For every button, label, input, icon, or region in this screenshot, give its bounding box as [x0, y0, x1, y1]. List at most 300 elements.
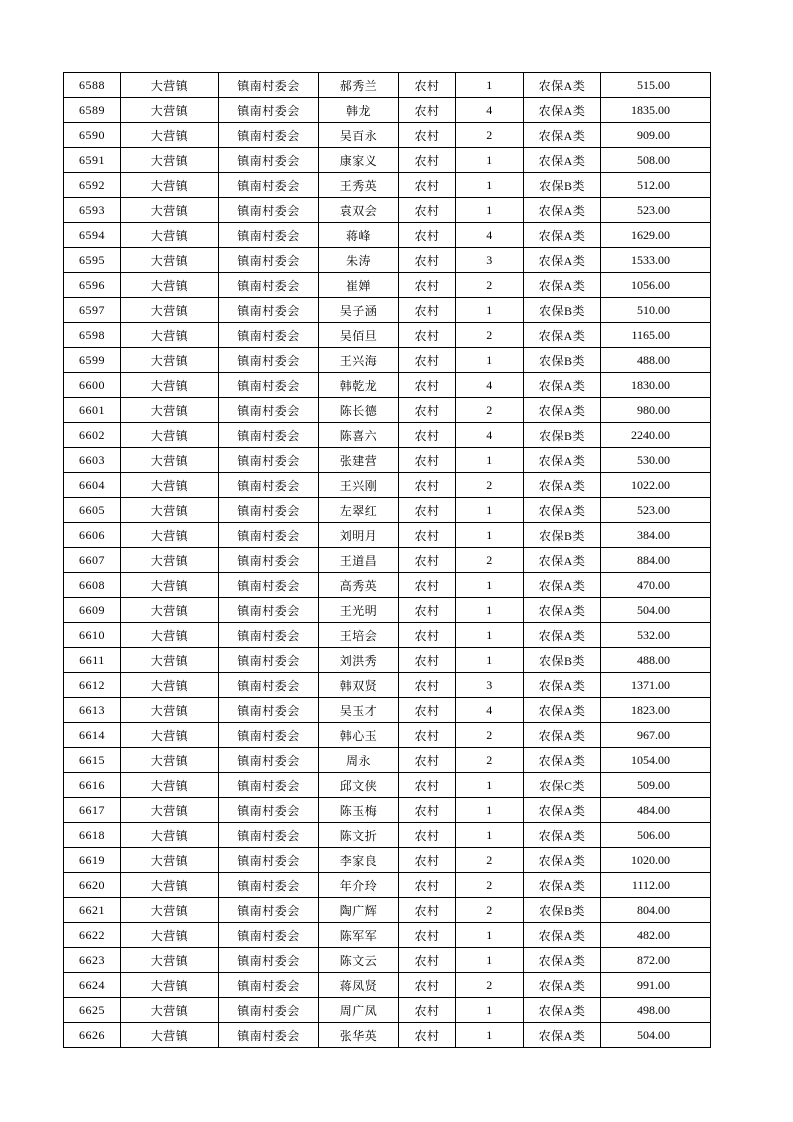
cell-name: 陈喜六: [319, 423, 399, 448]
table-row: [64, 798, 711, 823]
cell-name: 王秀英: [319, 173, 399, 198]
cell-town: 大营镇: [121, 298, 219, 323]
cell-name: 刘洪秀: [319, 648, 399, 673]
cell-amount: 523.00: [601, 198, 711, 223]
cell-category: 农保A类: [524, 673, 601, 698]
cell-amount: 967.00: [601, 723, 711, 748]
cell-id: 6605: [64, 498, 121, 523]
table-row: [64, 473, 711, 498]
cell-id: 6611: [64, 648, 121, 673]
cell-name: 王兴刚: [319, 473, 399, 498]
cell-residence: 农村: [399, 898, 456, 923]
cell-village: 镇南村委会: [219, 73, 319, 98]
cell-count: 1: [456, 573, 524, 598]
cell-amount: 532.00: [601, 623, 711, 648]
cell-name: 陈文云: [319, 948, 399, 973]
cell-id: 6593: [64, 198, 121, 223]
cell-village: 镇南村委会: [219, 723, 319, 748]
cell-category: 农保A类: [524, 598, 601, 623]
table-row: [64, 123, 711, 148]
cell-id: 6619: [64, 848, 121, 873]
cell-category: 农保A类: [524, 98, 601, 123]
cell-town: 大营镇: [121, 973, 219, 998]
table-row: [64, 248, 711, 273]
cell-town: 大营镇: [121, 123, 219, 148]
cell-id: 6621: [64, 898, 121, 923]
cell-count: 3: [456, 248, 524, 273]
cell-town: 大营镇: [121, 73, 219, 98]
cell-amount: 1823.00: [601, 698, 711, 723]
cell-village: 镇南村委会: [219, 823, 319, 848]
cell-amount: 1629.00: [601, 223, 711, 248]
cell-residence: 农村: [399, 98, 456, 123]
cell-category: 农保A类: [524, 373, 601, 398]
cell-amount: 508.00: [601, 148, 711, 173]
cell-amount: 1165.00: [601, 323, 711, 348]
cell-village: 镇南村委会: [219, 123, 319, 148]
cell-residence: 农村: [399, 998, 456, 1023]
cell-residence: 农村: [399, 1023, 456, 1048]
cell-village: 镇南村委会: [219, 698, 319, 723]
cell-town: 大营镇: [121, 898, 219, 923]
cell-village: 镇南村委会: [219, 673, 319, 698]
table-row: [64, 423, 711, 448]
cell-town: 大营镇: [121, 173, 219, 198]
cell-count: 1: [456, 648, 524, 673]
cell-residence: 农村: [399, 748, 456, 773]
cell-id: 6626: [64, 1023, 121, 1048]
cell-name: 陈文折: [319, 823, 399, 848]
cell-village: 镇南村委会: [219, 223, 319, 248]
cell-village: 镇南村委会: [219, 273, 319, 298]
cell-count: 1: [456, 198, 524, 223]
cell-town: 大营镇: [121, 323, 219, 348]
cell-name: 韩双贤: [319, 673, 399, 698]
cell-village: 镇南村委会: [219, 398, 319, 423]
cell-name: 郝秀兰: [319, 73, 399, 98]
cell-name: 吴子涵: [319, 298, 399, 323]
cell-id: 6613: [64, 698, 121, 723]
cell-village: 镇南村委会: [219, 548, 319, 573]
cell-town: 大营镇: [121, 998, 219, 1023]
cell-count: 2: [456, 748, 524, 773]
cell-count: 2: [456, 123, 524, 148]
cell-count: 1: [456, 523, 524, 548]
cell-category: 农保A类: [524, 498, 601, 523]
cell-category: 农保A类: [524, 748, 601, 773]
cell-name: 吴百永: [319, 123, 399, 148]
table-row: [64, 298, 711, 323]
cell-town: 大营镇: [121, 673, 219, 698]
cell-town: 大营镇: [121, 223, 219, 248]
cell-town: 大营镇: [121, 573, 219, 598]
cell-category: 农保C类: [524, 773, 601, 798]
cell-residence: 农村: [399, 648, 456, 673]
cell-residence: 农村: [399, 598, 456, 623]
cell-amount: 515.00: [601, 73, 711, 98]
cell-category: 农保B类: [524, 648, 601, 673]
cell-name: 高秀英: [319, 573, 399, 598]
cell-residence: 农村: [399, 923, 456, 948]
cell-residence: 农村: [399, 373, 456, 398]
cell-town: 大营镇: [121, 1023, 219, 1048]
table-row: [64, 973, 711, 998]
table-row: [64, 148, 711, 173]
table-row: [64, 823, 711, 848]
cell-amount: 1112.00: [601, 873, 711, 898]
cell-category: 农保A类: [524, 473, 601, 498]
cell-name: 左翠红: [319, 498, 399, 523]
cell-amount: 512.00: [601, 173, 711, 198]
cell-name: 朱涛: [319, 248, 399, 273]
cell-count: 1: [456, 998, 524, 1023]
cell-name: 张华英: [319, 1023, 399, 1048]
cell-amount: 523.00: [601, 498, 711, 523]
cell-count: 1: [456, 798, 524, 823]
cell-category: 农保A类: [524, 248, 601, 273]
cell-category: 农保A类: [524, 123, 601, 148]
cell-amount: 484.00: [601, 798, 711, 823]
cell-town: 大营镇: [121, 423, 219, 448]
cell-residence: 农村: [399, 198, 456, 223]
cell-village: 镇南村委会: [219, 648, 319, 673]
cell-name: 袁双会: [319, 198, 399, 223]
cell-village: 镇南村委会: [219, 923, 319, 948]
cell-category: 农保A类: [524, 798, 601, 823]
table-row: [64, 573, 711, 598]
table-row: [64, 223, 711, 248]
cell-id: 6610: [64, 623, 121, 648]
cell-id: 6622: [64, 923, 121, 948]
cell-village: 镇南村委会: [219, 798, 319, 823]
cell-amount: 884.00: [601, 548, 711, 573]
table-row: [64, 398, 711, 423]
cell-count: 4: [456, 373, 524, 398]
table-row: [64, 648, 711, 673]
cell-village: 镇南村委会: [219, 448, 319, 473]
cell-category: 农保A类: [524, 73, 601, 98]
cell-town: 大营镇: [121, 248, 219, 273]
table-row: [64, 623, 711, 648]
table-row: [64, 773, 711, 798]
cell-amount: 804.00: [601, 898, 711, 923]
cell-town: 大营镇: [121, 448, 219, 473]
cell-name: 王光明: [319, 598, 399, 623]
cell-category: 农保A类: [524, 223, 601, 248]
table-row: [64, 948, 711, 973]
cell-village: 镇南村委会: [219, 973, 319, 998]
table-row: [64, 873, 711, 898]
cell-town: 大营镇: [121, 498, 219, 523]
cell-amount: 980.00: [601, 398, 711, 423]
cell-count: 1: [456, 498, 524, 523]
cell-village: 镇南村委会: [219, 898, 319, 923]
cell-count: 1: [456, 298, 524, 323]
cell-category: 农保A类: [524, 548, 601, 573]
cell-count: 4: [456, 423, 524, 448]
cell-id: 6597: [64, 298, 121, 323]
cell-id: 6609: [64, 598, 121, 623]
cell-category: 农保A类: [524, 848, 601, 873]
cell-village: 镇南村委会: [219, 248, 319, 273]
table-row: [64, 448, 711, 473]
table-row: [64, 273, 711, 298]
cell-count: 2: [456, 548, 524, 573]
cell-name: 邱文侠: [319, 773, 399, 798]
cell-residence: 农村: [399, 623, 456, 648]
cell-residence: 农村: [399, 323, 456, 348]
cell-residence: 农村: [399, 873, 456, 898]
cell-village: 镇南村委会: [219, 848, 319, 873]
cell-id: 6594: [64, 223, 121, 248]
cell-count: 2: [456, 873, 524, 898]
cell-town: 大营镇: [121, 848, 219, 873]
cell-count: 1: [456, 598, 524, 623]
cell-name: 陈玉梅: [319, 798, 399, 823]
cell-town: 大营镇: [121, 698, 219, 723]
cell-amount: 384.00: [601, 523, 711, 548]
table-row: [64, 98, 711, 123]
cell-category: 农保A类: [524, 273, 601, 298]
cell-village: 镇南村委会: [219, 198, 319, 223]
cell-category: 农保A类: [524, 698, 601, 723]
cell-residence: 农村: [399, 498, 456, 523]
cell-id: 6606: [64, 523, 121, 548]
cell-id: 6617: [64, 798, 121, 823]
table-row: [64, 198, 711, 223]
cell-residence: 农村: [399, 273, 456, 298]
cell-village: 镇南村委会: [219, 348, 319, 373]
cell-id: 6601: [64, 398, 121, 423]
records-table: [63, 72, 711, 1048]
cell-residence: 农村: [399, 973, 456, 998]
cell-town: 大营镇: [121, 723, 219, 748]
cell-village: 镇南村委会: [219, 573, 319, 598]
cell-town: 大营镇: [121, 873, 219, 898]
cell-name: 刘明月: [319, 523, 399, 548]
cell-category: 农保A类: [524, 723, 601, 748]
cell-id: 6625: [64, 998, 121, 1023]
cell-village: 镇南村委会: [219, 998, 319, 1023]
cell-village: 镇南村委会: [219, 298, 319, 323]
cell-name: 崔婵: [319, 273, 399, 298]
cell-name: 蒋峰: [319, 223, 399, 248]
cell-category: 农保A类: [524, 148, 601, 173]
cell-village: 镇南村委会: [219, 323, 319, 348]
cell-category: 农保B类: [524, 348, 601, 373]
cell-residence: 农村: [399, 523, 456, 548]
cell-id: 6607: [64, 548, 121, 573]
cell-village: 镇南村委会: [219, 423, 319, 448]
cell-residence: 农村: [399, 848, 456, 873]
cell-name: 韩心玉: [319, 723, 399, 748]
cell-village: 镇南村委会: [219, 748, 319, 773]
cell-village: 镇南村委会: [219, 623, 319, 648]
cell-category: 农保A类: [524, 448, 601, 473]
cell-amount: 482.00: [601, 923, 711, 948]
cell-count: 2: [456, 398, 524, 423]
cell-residence: 农村: [399, 773, 456, 798]
cell-name: 吴玉才: [319, 698, 399, 723]
table-row: [64, 323, 711, 348]
cell-name: 康家义: [319, 148, 399, 173]
cell-town: 大营镇: [121, 923, 219, 948]
cell-town: 大营镇: [121, 398, 219, 423]
cell-town: 大营镇: [121, 148, 219, 173]
cell-village: 镇南村委会: [219, 873, 319, 898]
table-row: [64, 723, 711, 748]
cell-id: 6590: [64, 123, 121, 148]
cell-count: 1: [456, 1023, 524, 1048]
cell-id: 6600: [64, 373, 121, 398]
cell-town: 大营镇: [121, 773, 219, 798]
cell-village: 镇南村委会: [219, 1023, 319, 1048]
table-row: [64, 673, 711, 698]
cell-amount: 1020.00: [601, 848, 711, 873]
cell-name: 李家良: [319, 848, 399, 873]
cell-id: 6592: [64, 173, 121, 198]
cell-count: 1: [456, 348, 524, 373]
cell-name: 王培会: [319, 623, 399, 648]
cell-residence: 农村: [399, 798, 456, 823]
table-row: [64, 598, 711, 623]
cell-residence: 农村: [399, 948, 456, 973]
cell-name: 王兴海: [319, 348, 399, 373]
cell-residence: 农村: [399, 548, 456, 573]
cell-name: 王道昌: [319, 548, 399, 573]
cell-amount: 872.00: [601, 948, 711, 973]
cell-village: 镇南村委会: [219, 773, 319, 798]
cell-id: 6603: [64, 448, 121, 473]
cell-id: 6599: [64, 348, 121, 373]
cell-category: 农保A类: [524, 323, 601, 348]
cell-count: 1: [456, 73, 524, 98]
cell-village: 镇南村委会: [219, 598, 319, 623]
table-row: [64, 373, 711, 398]
cell-residence: 农村: [399, 298, 456, 323]
cell-count: 2: [456, 273, 524, 298]
cell-amount: 991.00: [601, 973, 711, 998]
cell-id: 6614: [64, 723, 121, 748]
cell-category: 农保A类: [524, 198, 601, 223]
table-row: [64, 748, 711, 773]
cell-category: 农保A类: [524, 1023, 601, 1048]
cell-town: 大营镇: [121, 823, 219, 848]
table-row: [64, 523, 711, 548]
cell-count: 2: [456, 848, 524, 873]
cell-count: 2: [456, 323, 524, 348]
cell-town: 大营镇: [121, 98, 219, 123]
cell-id: 6608: [64, 573, 121, 598]
cell-town: 大营镇: [121, 598, 219, 623]
cell-residence: 农村: [399, 73, 456, 98]
cell-id: 6598: [64, 323, 121, 348]
cell-id: 6589: [64, 98, 121, 123]
cell-id: 6591: [64, 148, 121, 173]
cell-category: 农保A类: [524, 573, 601, 598]
records-table-body: [64, 73, 711, 1048]
cell-id: 6588: [64, 73, 121, 98]
cell-name: 吴佰旦: [319, 323, 399, 348]
cell-village: 镇南村委会: [219, 523, 319, 548]
cell-id: 6602: [64, 423, 121, 448]
cell-town: 大营镇: [121, 648, 219, 673]
cell-residence: 农村: [399, 123, 456, 148]
cell-count: 1: [456, 823, 524, 848]
cell-town: 大营镇: [121, 523, 219, 548]
table-row: [64, 498, 711, 523]
cell-residence: 农村: [399, 348, 456, 373]
cell-residence: 农村: [399, 473, 456, 498]
cell-id: 6616: [64, 773, 121, 798]
cell-residence: 农村: [399, 673, 456, 698]
cell-id: 6615: [64, 748, 121, 773]
cell-category: 农保B类: [524, 298, 601, 323]
cell-category: 农保B类: [524, 173, 601, 198]
cell-count: 2: [456, 723, 524, 748]
cell-town: 大营镇: [121, 748, 219, 773]
cell-count: 2: [456, 898, 524, 923]
cell-name: 韩乾龙: [319, 373, 399, 398]
cell-town: 大营镇: [121, 798, 219, 823]
cell-name: 蒋凤贤: [319, 973, 399, 998]
cell-name: 陶广辉: [319, 898, 399, 923]
cell-count: 2: [456, 473, 524, 498]
cell-count: 1: [456, 773, 524, 798]
cell-village: 镇南村委会: [219, 373, 319, 398]
cell-category: 农保B类: [524, 423, 601, 448]
cell-amount: 909.00: [601, 123, 711, 148]
table-row: [64, 998, 711, 1023]
cell-count: 4: [456, 698, 524, 723]
cell-count: 1: [456, 623, 524, 648]
cell-name: 陈军军: [319, 923, 399, 948]
cell-amount: 488.00: [601, 348, 711, 373]
table-row: [64, 698, 711, 723]
cell-residence: 农村: [399, 698, 456, 723]
cell-amount: 1056.00: [601, 273, 711, 298]
cell-town: 大营镇: [121, 548, 219, 573]
cell-residence: 农村: [399, 823, 456, 848]
cell-amount: 1830.00: [601, 373, 711, 398]
cell-town: 大营镇: [121, 948, 219, 973]
cell-id: 6623: [64, 948, 121, 973]
cell-amount: 506.00: [601, 823, 711, 848]
cell-town: 大营镇: [121, 373, 219, 398]
cell-id: 6595: [64, 248, 121, 273]
cell-count: 4: [456, 98, 524, 123]
cell-residence: 农村: [399, 423, 456, 448]
cell-amount: 530.00: [601, 448, 711, 473]
cell-count: 1: [456, 448, 524, 473]
cell-amount: 2240.00: [601, 423, 711, 448]
cell-id: 6604: [64, 473, 121, 498]
cell-village: 镇南村委会: [219, 473, 319, 498]
table-row: [64, 923, 711, 948]
cell-category: 农保A类: [524, 398, 601, 423]
cell-village: 镇南村委会: [219, 98, 319, 123]
cell-residence: 农村: [399, 398, 456, 423]
cell-amount: 1533.00: [601, 248, 711, 273]
cell-category: 农保A类: [524, 623, 601, 648]
cell-count: 1: [456, 173, 524, 198]
cell-id: 6620: [64, 873, 121, 898]
cell-amount: 488.00: [601, 648, 711, 673]
cell-amount: 504.00: [601, 1023, 711, 1048]
cell-town: 大营镇: [121, 348, 219, 373]
cell-residence: 农村: [399, 723, 456, 748]
cell-amount: 498.00: [601, 998, 711, 1023]
